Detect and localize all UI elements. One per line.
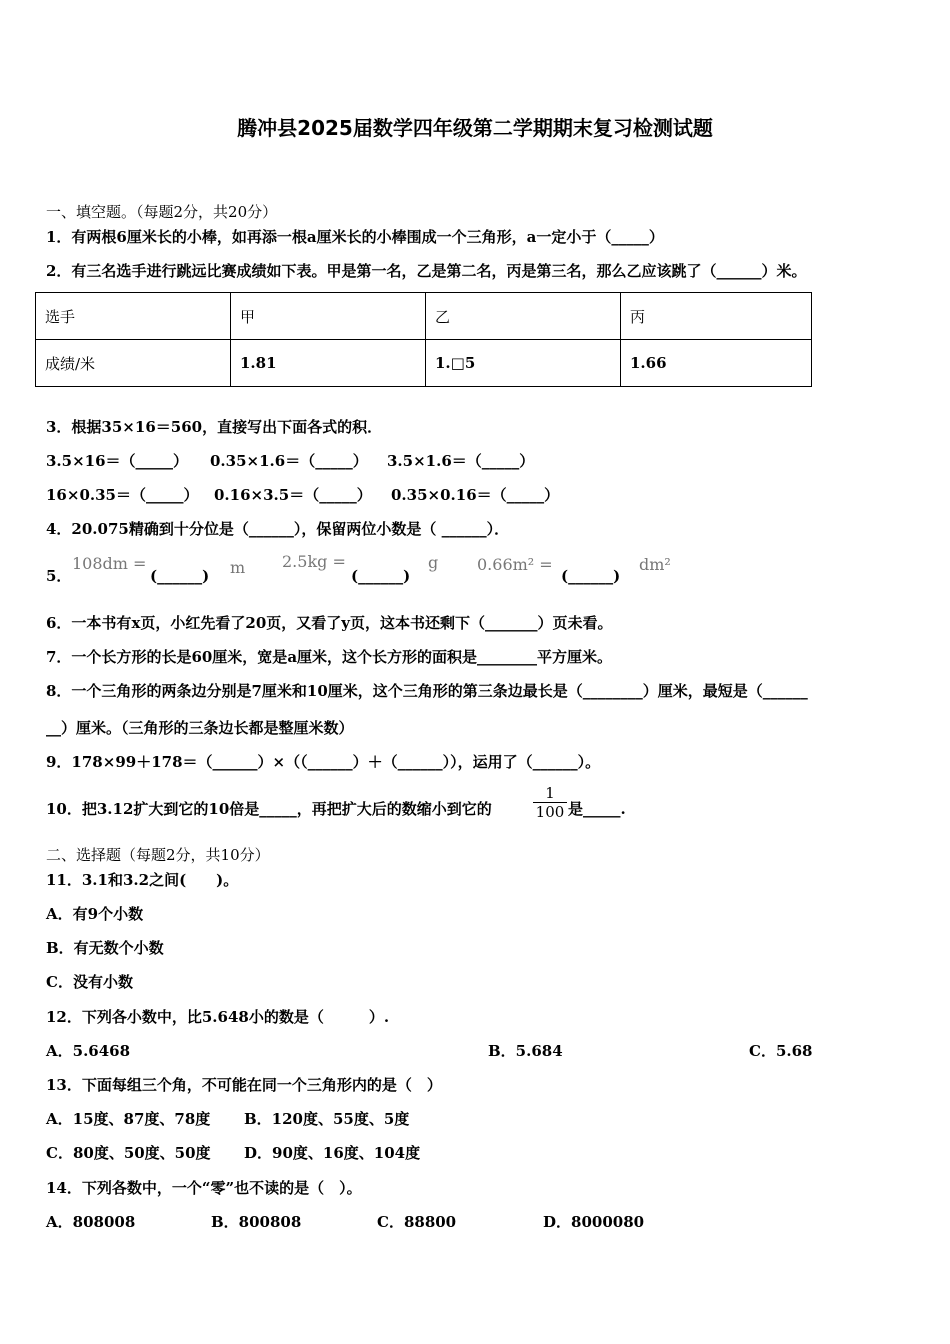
table-header-cell: 丙 (621, 293, 812, 340)
q5-expression-b: 2.5kg = (282, 552, 346, 571)
question-8-line-1: 8．一个三角形的两条边分别是7厘米和10厘米，这个三角形的第三条边最长是（________）厘米，最短是（______ (46, 682, 808, 700)
q3-item: 0.16×3.5＝（_____） (214, 486, 372, 504)
table-cell: 1.81 (231, 340, 426, 387)
question-12: 12．下列各小数中，比5.648小的数是（ ）. (46, 1008, 390, 1026)
table-cell: 成绩/米 (36, 340, 231, 387)
q14-option-b: B．800808 (211, 1213, 302, 1231)
section-2-header: 二、选择题（每题2分，共10分） (46, 846, 270, 864)
question-6: 6．一本书有x页，小红先看了20页，又看了y页，这本书还剩下（_______）页未看。 (46, 614, 613, 632)
q14-option-c: C．88800 (377, 1213, 457, 1231)
q3-item: 0.35×1.6＝（_____） (210, 452, 368, 470)
q11-option-c: C．没有小数 (46, 973, 133, 991)
page-title: 腾冲县2025届数学四年级第二学期期末复习检测试题 (237, 116, 713, 140)
q5-blank-b: (______) (351, 567, 411, 585)
fraction-denominator: 100 (533, 802, 567, 821)
q5-unit-a: m (230, 558, 246, 577)
q13-option-d: D．90度、16度、104度 (244, 1144, 421, 1162)
question-11: 11．3.1和3.2之间( )。 (46, 871, 239, 889)
q13-option-c: C．80度、50度、50度 (46, 1144, 211, 1162)
question-13: 13．下面每组三个角，不可能在同一个三角形内的是（ ） (46, 1076, 442, 1094)
table-header-row (36, 293, 812, 340)
question-1: 1．有两根6厘米长的小棒，如再添一根a厘米长的小棒围成一个三角形，a一定小于（_____） (46, 228, 664, 246)
question-9: 9．178×99＋178＝（______）×（（______）＋（______）），运用了（______）。 (46, 753, 601, 771)
q5-unit-c: dm² (639, 555, 671, 574)
question-2: 2．有三名选手进行跳远比赛成绩如下表。甲是第一名，乙是第二名，丙是第三名，那么乙应该跳了（______）米。 (46, 262, 807, 280)
q12-option-b: B．5.684 (488, 1042, 563, 1060)
table-cell: 1.66 (621, 340, 812, 387)
q3-item: 3.5×1.6＝（_____） (387, 452, 535, 470)
table-cell: 1.□5 (426, 340, 621, 387)
q11-option-b: B．有无数个小数 (46, 939, 164, 957)
q3-item: 0.35×0.16＝（_____） (391, 486, 560, 504)
question-4: 4．20.075精确到十分位是（______），保留两位小数是（ ______）． (46, 520, 510, 538)
q5-blank-a: (______) (150, 567, 210, 585)
table-row (36, 340, 812, 387)
q13-option-b: B．120度、55度、5度 (244, 1110, 410, 1128)
q5-unit-b: g (428, 553, 439, 572)
q12-option-c: C．5.68 (749, 1042, 813, 1060)
score-table (35, 292, 812, 387)
q12-option-a: A．5.6468 (46, 1042, 131, 1060)
q11-option-a: A．有9个小数 (46, 905, 144, 923)
table-header-cell: 选手 (36, 293, 231, 340)
question-10-part-2: 是_____. (568, 800, 626, 818)
q10-fraction (533, 784, 567, 821)
question-3: 3．根据35×16＝560，直接写出下面各式的积． (46, 418, 383, 436)
q3-item: 3.5×16＝（_____） (46, 452, 189, 470)
question-7: 7．一个长方形的长是60厘米，宽是a厘米，这个长方形的面积是________平方厘米。 (46, 648, 613, 666)
q5-blank-c: (______) (561, 567, 621, 585)
question-8-line-2: __）厘米。（三角形的三条边长都是整厘米数） (46, 719, 354, 737)
q14-option-a: A．808008 (46, 1213, 136, 1231)
q14-option-d: D．8000080 (543, 1213, 645, 1231)
q3-item: 16×0.35＝（_____） (46, 486, 199, 504)
question-10-part-1: 10．把3.12扩大到它的10倍是_____，再把扩大后的数缩小到它的 (46, 800, 492, 818)
table-header-cell: 甲 (231, 293, 426, 340)
q13-option-a: A．15度、87度、78度 (46, 1110, 211, 1128)
q5-expression-c: 0.66m² = (477, 555, 553, 574)
question-14: 14．下列各数中，一个“零”也不读的是（ ）。 (46, 1179, 362, 1197)
table-header-cell: 乙 (426, 293, 621, 340)
fraction-numerator: 1 (545, 784, 555, 802)
question-5-number: 5． (46, 567, 72, 585)
section-1-header: 一、填空题。（每题2分，共20分） (46, 203, 278, 221)
q5-expression-a: 108dm = (72, 554, 147, 573)
